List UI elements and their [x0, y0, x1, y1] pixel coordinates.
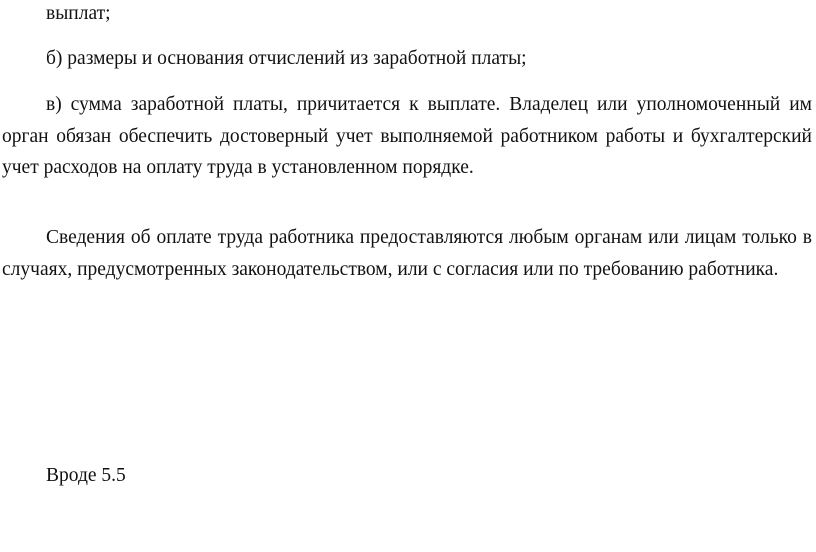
paragraph-item-b: б) размеры и основания отчислений из заработной платы;: [46, 48, 527, 69]
paragraph-salary-info: Сведения об оплате труда работника предоставляются любым органам или лицам только в случаях, предусмотренных законодательством, или с согласия или по требованию работника.: [2, 227, 812, 280]
paragraph-item-v: в) сумма заработной платы, причитается к выплате. Владелец или уполномоченный им орган обязан обеспечить достоверный учет выполняемой работником работы и бухгалтерский учет расходов на оплату труда в установленном порядке.: [2, 94, 812, 178]
section-heading: Вроде 5.5: [46, 465, 126, 486]
paragraph-continuation: выплат;: [46, 3, 111, 24]
